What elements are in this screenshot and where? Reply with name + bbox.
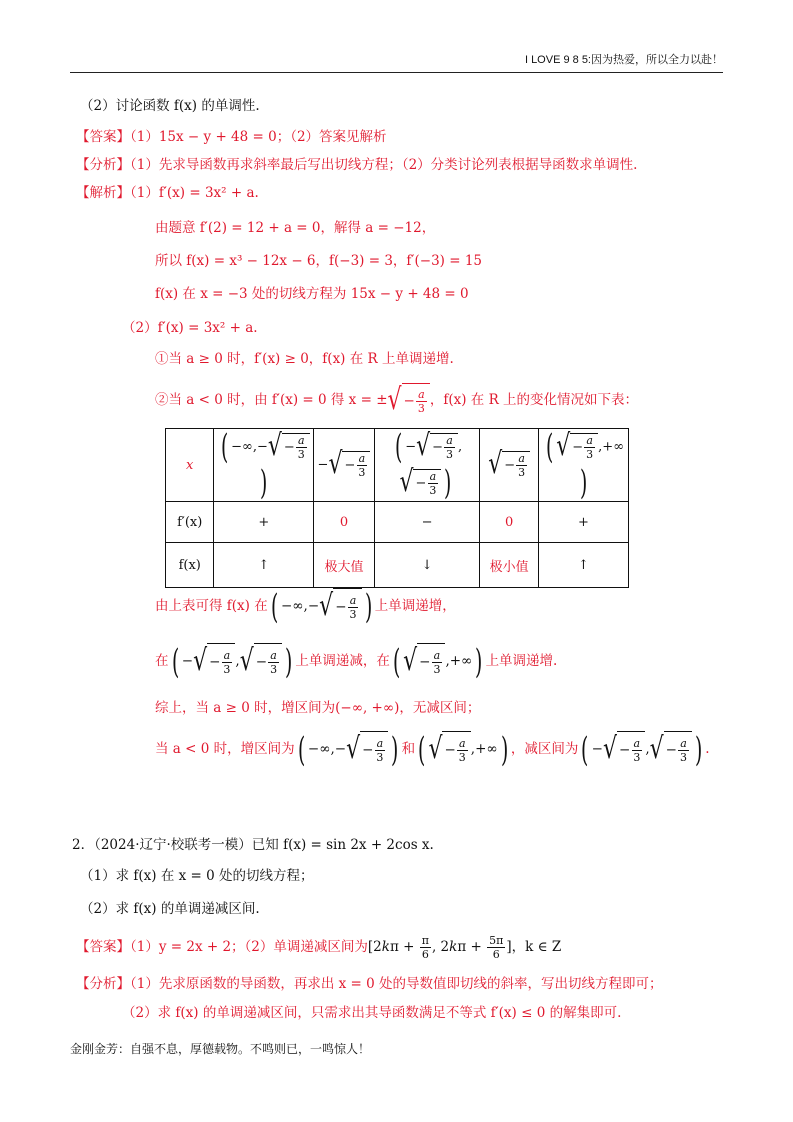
value-cell-2: 极大值 bbox=[314, 543, 375, 588]
interval-2: ( − √ − $\frac{a}{3}$ , √ − $\frac{a}{3}$ ) bbox=[374, 429, 480, 502]
sign-cell-2: 0 bbox=[314, 502, 375, 543]
analysis-2-text-1: （1）先求原函数的导函数，再求出 x = 0 处的导数值即切线的斜率，写出切线方程即可； bbox=[130, 976, 663, 992]
case-2-text-b: ，f(x) 在 R 上的变化情况如下表： bbox=[429, 392, 639, 408]
solution-step-1: （1）f′(x) = 3x² + a. bbox=[130, 185, 259, 201]
conclusion-2-line: 在( − √ − $\frac{a}{3}$ , √ − $\frac{a}{3}$ ) 上单调递减，在( √ − $\frac{a}{3}$ ,+∞) 上单调递增. bbox=[155, 641, 558, 682]
value-cell-5: ↑ bbox=[539, 543, 629, 588]
answer-line bbox=[76, 127, 387, 147]
solution-tag: 【解析】 bbox=[76, 185, 130, 201]
case-1-text: ①当 a ≥ 0 时，f′(x) ≥ 0，f(x) 在 R 上单调递增. bbox=[155, 351, 454, 367]
answer-tag: 【答案】 bbox=[76, 129, 130, 145]
answer-2-text-a: （1）y = 2x + 2；（2）单调递减区间为 bbox=[130, 939, 368, 955]
interval-1: ( −∞,− √ − $\frac{a}{3}$ ) bbox=[214, 429, 314, 502]
page-footer: 金刚金芳：自强不息，厚德载物。不鸣则已，一鸣惊人！ bbox=[70, 1042, 371, 1056]
conclusion-4-line: 当 a < 0 时，增区间为( −∞,− √ − $\frac{a}{3}$ ) 和( √ − $\frac{a}{3}$ ,+∞) ，减区间为( − √ − $\frac{a}{3}$ , √ − $\frac{a}{3}$ ) . bbox=[155, 729, 710, 770]
conclusion-4-d: . bbox=[705, 741, 710, 757]
answer-2-text-b: ，k ∈ Z bbox=[511, 939, 562, 955]
analysis-line bbox=[76, 155, 637, 175]
case-2-text-a: ②当 a < 0 时，由 f′(x) = 0 得 x = ± bbox=[155, 392, 388, 408]
variation-table bbox=[165, 428, 629, 588]
value-cell-4: 极小值 bbox=[480, 543, 539, 588]
critical-point-2: √ − $\frac{a}{3}$ bbox=[480, 429, 539, 502]
value-cell-1: ↑ bbox=[214, 543, 314, 588]
table-header-fprime: f′(x) bbox=[166, 502, 214, 543]
question-2-text: （2）讨论函数 f(x) 的单调性. bbox=[80, 98, 260, 114]
table-header-f: f(x) bbox=[166, 543, 214, 588]
answer-text: （1）15x − y + 48 = 0；（2）答案见解析 bbox=[130, 129, 387, 145]
table-header-x: x bbox=[166, 429, 214, 502]
analysis-text: （1）先求导函数再求斜率最后写出切线方程；（2）分类讨论列表根据导函数求单调性. bbox=[130, 157, 638, 173]
case-2-line bbox=[155, 383, 638, 418]
conclusion-2-a: 在 bbox=[155, 653, 169, 669]
page-header: I LOVE 9 8 5:因为热爱，所以全力以赴！ bbox=[70, 48, 723, 73]
interval-3: ( √ − $\frac{a}{3}$ ,+∞) bbox=[539, 429, 629, 502]
sign-cell-5: + bbox=[539, 502, 629, 543]
analysis-2-tag: 【分析】 bbox=[76, 976, 130, 992]
sign-cell-1: + bbox=[214, 502, 314, 543]
question-2-part-1: （1）求 f(x) 在 x = 0 处的切线方程； bbox=[80, 868, 314, 884]
conclusion-4-b: 和 bbox=[401, 741, 416, 757]
conclusion-1-line: 由上表可得 f(x) 在( −∞,− √ − $\frac{a}{3}$ ) 上单调递增， bbox=[155, 586, 456, 627]
question-2-heading: 2．（2024·辽宁·校联考一模）已知 f(x) = sin 2x + 2cos x. bbox=[72, 837, 434, 853]
critical-point-1: − √ − $\frac{a}{3}$ bbox=[314, 429, 375, 502]
analysis-2-line bbox=[76, 974, 663, 994]
question-2-part-2: （2）求 f(x) 的单调递减区间. bbox=[80, 901, 260, 917]
value-cell-3: ↓ bbox=[374, 543, 480, 588]
solution-step-5: （2）f′(x) = 3x² + a. bbox=[122, 320, 258, 336]
conclusion-2-b: 上单调递减，在 bbox=[295, 653, 390, 669]
analysis-2-text-2: （2）求 f(x) 的单调递减区间，只需求出其导函数满足不等式 f′(x) ≤ 0 的解集即可. bbox=[122, 1005, 622, 1021]
conclusion-3: 综上，当 a ≥ 0 时，增区间为(−∞, +∞)，无减区间； bbox=[155, 700, 481, 716]
conclusion-2-c: 上单调递增. bbox=[485, 653, 558, 669]
solution-step-4: f(x) 在 x = −3 处的切线方程为 15x − y + 48 = 0 bbox=[155, 286, 469, 302]
solution-line bbox=[76, 183, 259, 203]
answer-2-line: 【答案】（1）y = 2x + 2；（2）单调递减区间为[2kπ + $\frac{\pi}{6}$ , 2kπ + $\frac{5\pi}{6}$ ]，k ∈ Z bbox=[76, 934, 562, 961]
solution-step-3: 所以 f(x) = x³ − 12x − 6，f(−3) = 3，f′(−3) = 15 bbox=[155, 253, 483, 269]
sign-cell-3: − bbox=[374, 502, 480, 543]
analysis-tag: 【分析】 bbox=[76, 157, 130, 173]
sqrt-neg-a-over-3: √ − $\frac{a}{3}$ bbox=[388, 383, 430, 418]
answer-2-tag: 【答案】 bbox=[76, 939, 130, 955]
conclusion-4-a: 当 a < 0 时，增区间为 bbox=[155, 741, 295, 757]
conclusion-1-a: 由上表可得 f(x) 在 bbox=[155, 598, 268, 614]
solution-step-2: 由题意 f′(2) = 12 + a = 0，解得 a = −12， bbox=[155, 220, 436, 236]
conclusion-1-b: 上单调递增， bbox=[374, 598, 456, 614]
sign-cell-4: 0 bbox=[480, 502, 539, 543]
conclusion-4-c: ，减区间为 bbox=[510, 741, 579, 757]
